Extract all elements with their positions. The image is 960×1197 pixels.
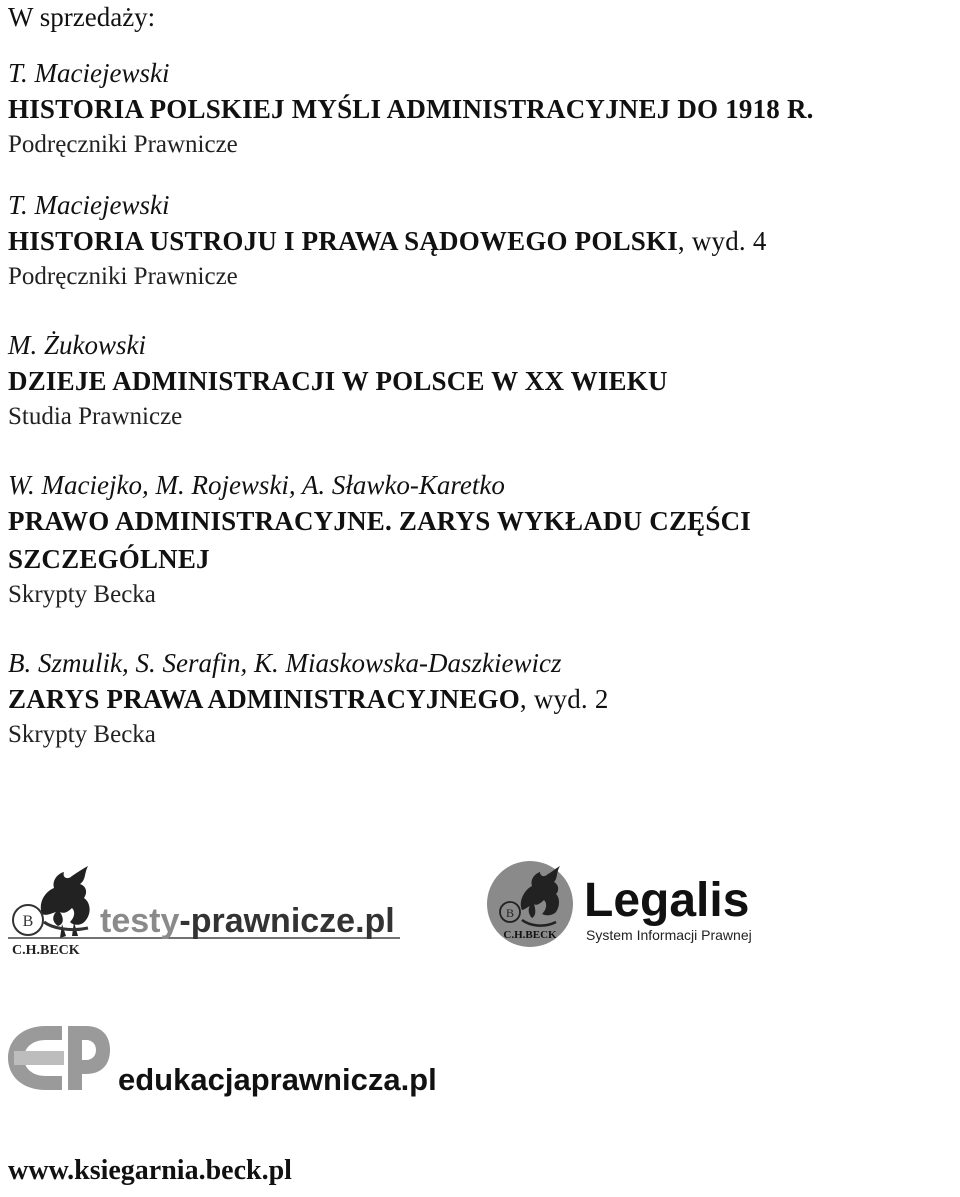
book-title-text: PRAWO ADMINISTRACYJNE. ZARYS WYKŁADU CZĘŚCI SZCZEGÓLNEJ xyxy=(8,506,752,574)
book-author: W. Maciejko, M. Rojewski, A. Sławko-Karetko xyxy=(8,470,505,500)
testy-word-part2: -prawnicze.pl xyxy=(179,902,395,940)
book-author: B. Szmulik, S. Serafin, K. Miaskowska-Daszkiewicz xyxy=(8,648,562,678)
testy-wordmark xyxy=(100,902,395,940)
book-title-text: DZIEJE ADMINISTRACJI W POLSCE W XX WIEKU xyxy=(8,366,668,396)
book-series: Podręczniki Prawnicze xyxy=(8,263,238,290)
beck-brand: C.H.BECK xyxy=(503,929,557,941)
legalis-logo[interactable] xyxy=(486,858,816,953)
book-series: Studia Prawnicze xyxy=(8,403,183,430)
book-title xyxy=(8,362,948,400)
seal-letter: B xyxy=(505,906,515,920)
book-edition: , wyd. 2 xyxy=(519,684,609,714)
book-entry xyxy=(8,56,948,162)
ep-mark-icon xyxy=(8,1026,110,1090)
testy-word-part1: testy xyxy=(100,902,180,940)
section-heading: W sprzedaży: xyxy=(8,2,156,32)
book-series: Skrypty Becka xyxy=(8,721,156,748)
book-title-text: HISTORIA USTROJU I PRAWA SĄDOWEGO POLSKI xyxy=(8,226,678,256)
seal-letter: B xyxy=(22,913,34,930)
book-title xyxy=(8,680,948,718)
book-author: T. Maciejewski xyxy=(8,58,170,88)
book-author: M. Żukowski xyxy=(8,330,146,360)
book-author: T. Maciejewski xyxy=(8,190,170,220)
book-entry xyxy=(8,328,948,434)
book-series: Skrypty Becka xyxy=(8,581,156,608)
book-entry xyxy=(8,468,948,612)
testy-prawnicze-logo[interactable] xyxy=(8,862,408,962)
bookstore-url[interactable]: www.ksiegarnia.beck.pl xyxy=(8,1155,292,1186)
edukacjaprawnicza-logo[interactable] xyxy=(6,1024,437,1097)
legalis-wordmark: Legalis xyxy=(584,874,750,927)
griffin-icon xyxy=(41,866,90,938)
legalis-tagline: System Informacji Prawnej xyxy=(586,927,752,943)
edukacja-wordmark: edukacjaprawnicza.pl xyxy=(118,1062,437,1097)
book-title xyxy=(8,222,948,260)
book-entry xyxy=(8,646,948,752)
book-entry xyxy=(8,188,948,294)
book-title-text: HISTORIA POLSKIEJ MYŚLI ADMINISTRACYJNEJ DO 1918 R. xyxy=(8,94,814,124)
book-title-text: ZARYS PRAWA ADMINISTRACYJNEGO xyxy=(8,684,520,714)
book-series: Podręczniki Prawnicze xyxy=(8,131,238,158)
beck-brand: C.H.BECK xyxy=(12,943,80,958)
book-title xyxy=(8,502,908,578)
book-title xyxy=(8,90,948,128)
book-edition: , wyd. 4 xyxy=(677,226,767,256)
